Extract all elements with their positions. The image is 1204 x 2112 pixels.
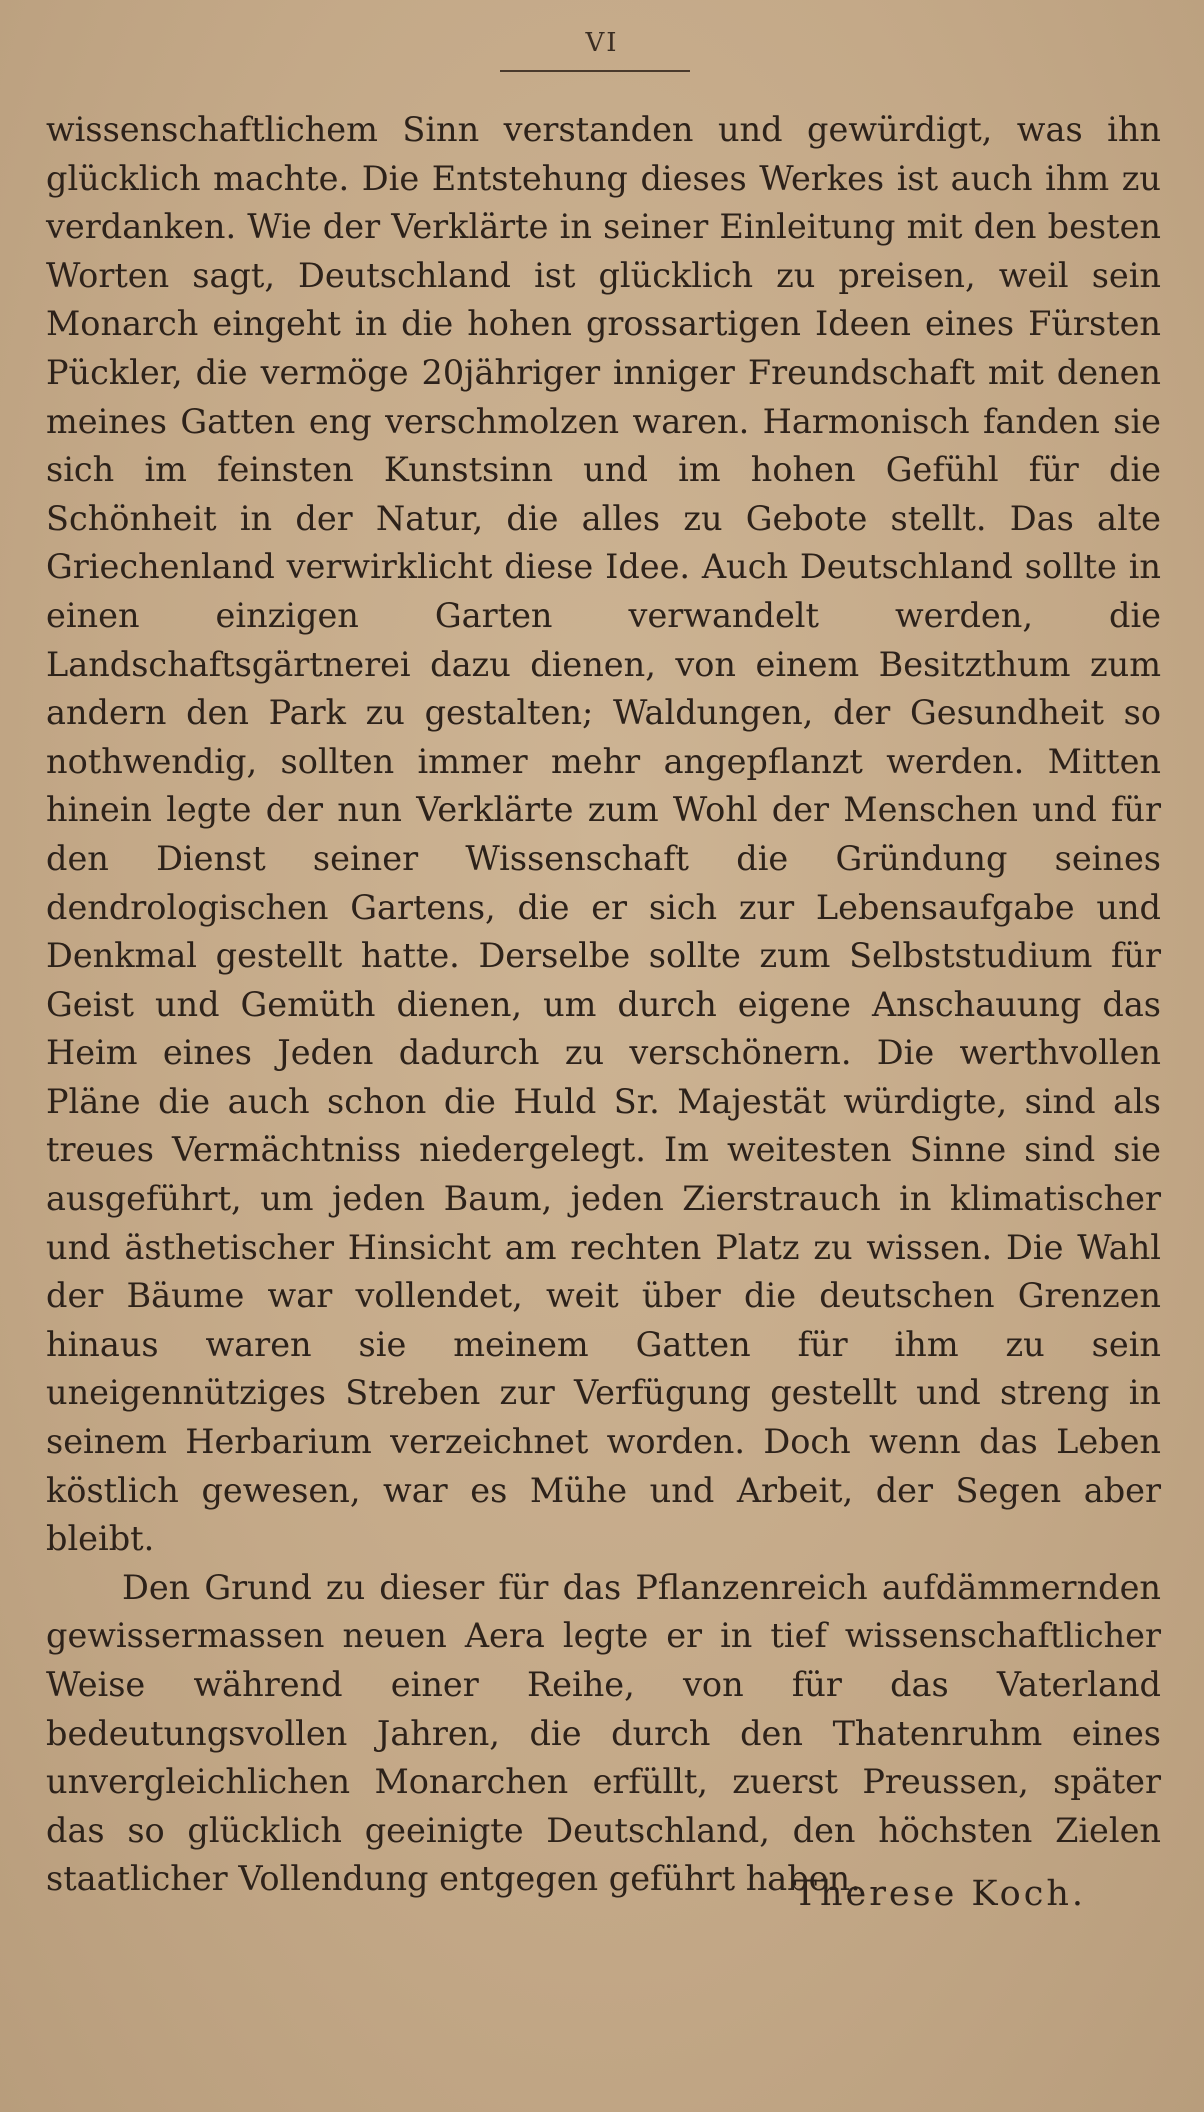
body-text [46, 106, 1161, 1904]
paragraph-2: Den Grund zu dieser für das Pflanzenreich aufdämmernden gewissermassen neuen Aera legte er in tief wissenschaftlicher Weise während einer Reihe, von für das Vaterland bedeutungsvollen Jahren, die durch den Thatenruhm eines unvergleichlichen Monarchen erfüllt, zuerst Preussen, später das so glücklich geeinigte Deutschland, den höchsten Zielen staatlicher Vollendung entgegen geführt haben. [46, 1567, 1161, 1899]
signature: Therese Koch. [793, 1874, 1086, 1914]
page-number: VI [585, 28, 619, 58]
paragraph-1: wissenschaftlichem Sinn verstanden und gewürdigt, was ihn glücklich machte. Die Entstehung dieses Werkes ist auch ihm zu verdanken. Wie der Verklärte in seiner Einleitung mit den besten Worten sagt, Deutschland ist glücklich zu preisen, weil sein Monarch eingeht in die hohen grossartigen Ideen eines Fürsten Pückler, die vermöge 20jähriger inniger Freundschaft mit denen meines Gatten eng verschmolzen waren. Harmonisch fanden sie sich im feinsten Kunstsinn und im hohen Gefühl für die Schönheit in der Natur, die alles zu Gebote stellt. Das alte Griechenland verwirklicht diese Idee. Auch Deutschland sollte in einen einzigen Garten verwandelt werden, die Landschaftsgärtnerei dazu dienen, von einem Besitzthum zum andern den Park zu gestalten; Waldungen, der Gesundheit so nothwendig, sollten immer mehr angepflanzt werden. Mitten hinein legte der nun Verklärte zum Wohl der Menschen und für den Dienst seiner Wissenschaft die Gründung seines dendrologischen Gartens, die er sich zur Lebensaufgabe und Denkmal gestellt hatte. Derselbe sollte zum Selbststudium für Geist und Gemüth dienen, um durch eigene Anschauung das Heim eines Jeden dadurch zu verschönern. Die werthvollen Pläne die auch schon die Huld Sr. Majestät würdigte, sind als treues Vermächtniss niedergelegt. Im weitesten Sinne sind sie ausgeführt, um jeden Baum, jeden Zierstrauch in klimatischer und ästhetischer Hinsicht am rechten Platz zu wissen. Die Wahl der Bäume war vollendet, weit über die deutschen Grenzen hinaus waren sie meinem Gatten für ihm zu sein uneigennütziges Streben zur Verfügung gestellt und streng in seinem Herbarium verzeichnet worden. Doch wenn das Leben köstlich gewesen, war es Mühe und Arbeit, der Segen aber bleibt. [46, 110, 1161, 1559]
header-rule [500, 70, 690, 72]
